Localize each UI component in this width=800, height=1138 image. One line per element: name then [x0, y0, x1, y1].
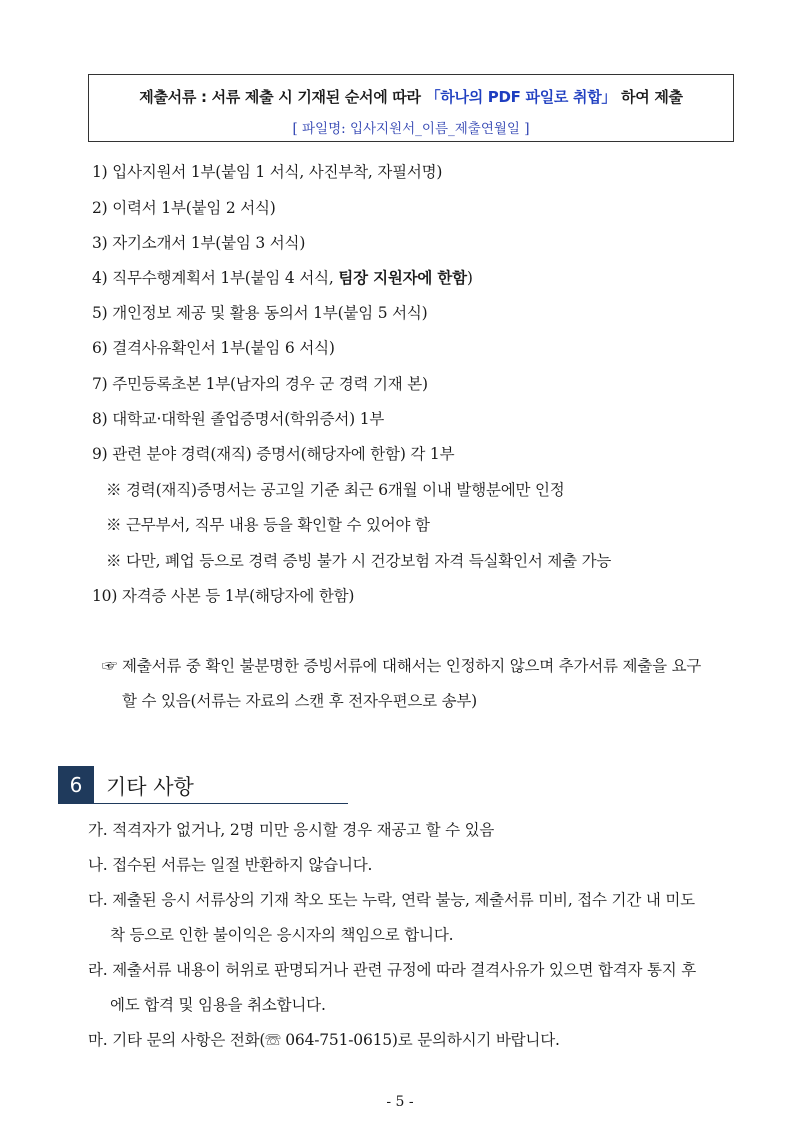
- document-item-5: 5) 개인정보 제공 및 활용 동의서 1부(붙임 5 서식): [92, 304, 428, 322]
- document-item-3: 3) 자기소개서 1부(붙임 3 서식): [92, 234, 306, 252]
- document-item-7: 7) 주민등록초본 1부(남자의 경우 군 경력 기재 본): [92, 375, 428, 393]
- section-title: 기타 사항: [106, 775, 194, 799]
- etc-item-na: 나. 접수된 서류는 일절 반환하지 않습니다.: [88, 856, 373, 874]
- submission-instruction: [89, 86, 733, 107]
- document-item-9: 9) 관련 분야 경력(재직) 증명서(해당자에 한함) 각 1부: [92, 445, 455, 463]
- sub-note-2: ※ 근무부서, 직무 내용 등을 확인할 수 있어야 함: [106, 516, 430, 534]
- section-header: [58, 766, 348, 806]
- page-number: - 5 -: [386, 1094, 414, 1110]
- instruction-highlight: 「하나의 PDF 파일로 취합」: [425, 88, 617, 106]
- etc-item-da-cont: 착 등으로 인한 불이익은 응시자의 책임으로 합니다.: [110, 926, 454, 944]
- submission-notice-box: [88, 74, 734, 142]
- document-item-10: 10) 자격증 사본 등 1부(해당자에 한함): [92, 587, 355, 605]
- sub-note-3: ※ 다만, 폐업 등으로 경력 증빙 불가 시 건강보험 자격 득실확인서 제출 가능: [106, 552, 612, 570]
- warning-line-2: 할 수 있음(서류는 자료의 스캔 후 전자우편으로 송부): [122, 692, 478, 710]
- warning-line-1: [102, 654, 701, 676]
- team-leader-only-note: 팀장 지원자에 한함: [338, 269, 467, 287]
- document-item-4-text: 4) 직무수행계획서 1부(붙임 4 서식,: [92, 269, 339, 287]
- document-item-4-close: ): [466, 269, 473, 287]
- instruction-prefix: 제출서류 : 서류 제출 시 기재된 순서에 따라: [139, 88, 426, 106]
- document-item-6: 6) 결격사유확인서 1부(붙임 6 서식): [92, 339, 335, 357]
- instruction-suffix: 하여 제출: [616, 88, 683, 106]
- etc-item-ma: 마. 기타 문의 사항은 전화(☏ 064-751-0615)로 문의하시기 바랍니다.: [88, 1031, 560, 1049]
- etc-item-ra-cont: 에도 합격 및 임용을 취소합니다.: [110, 996, 326, 1014]
- etc-item-ra: 라. 제출서류 내용이 허위로 판명되거나 관련 규정에 따라 결격사유가 있으면 합격자 통지 후: [88, 961, 697, 979]
- warning-text-1: 제출서류 중 확인 불분명한 증빙서류에 대해서는 인정하지 않으며 추가서류 제출을 요구: [122, 657, 702, 675]
- filename-format: [ 파일명: 입사지원서_이름_제출연월일 ]: [292, 121, 530, 137]
- etc-item-ga: 가. 적격자가 없거나, 2명 미만 응시할 경우 재공고 할 수 있음: [88, 821, 495, 839]
- section-number: 6: [58, 766, 94, 804]
- document-item-4: [92, 266, 473, 288]
- pointing-hand-icon: ☞: [102, 657, 118, 675]
- section-underline: [94, 803, 348, 804]
- document-item-2: 2) 이력서 1부(붙임 2 서식): [92, 199, 276, 217]
- sub-note-1: ※ 경력(재직)증명서는 공고일 기준 최근 6개월 이내 발행분에만 인정: [106, 481, 565, 499]
- document-item-8: 8) 대학교·대학원 졸업증명서(학위증서) 1부: [92, 410, 385, 428]
- document-item-1: 1) 입사지원서 1부(붙임 1 서식, 사진부착, 자필서명): [92, 163, 443, 181]
- etc-item-da: 다. 제출된 응시 서류상의 기재 착오 또는 누락, 연락 불능, 제출서류 미비, 접수 기간 내 미도: [88, 891, 695, 909]
